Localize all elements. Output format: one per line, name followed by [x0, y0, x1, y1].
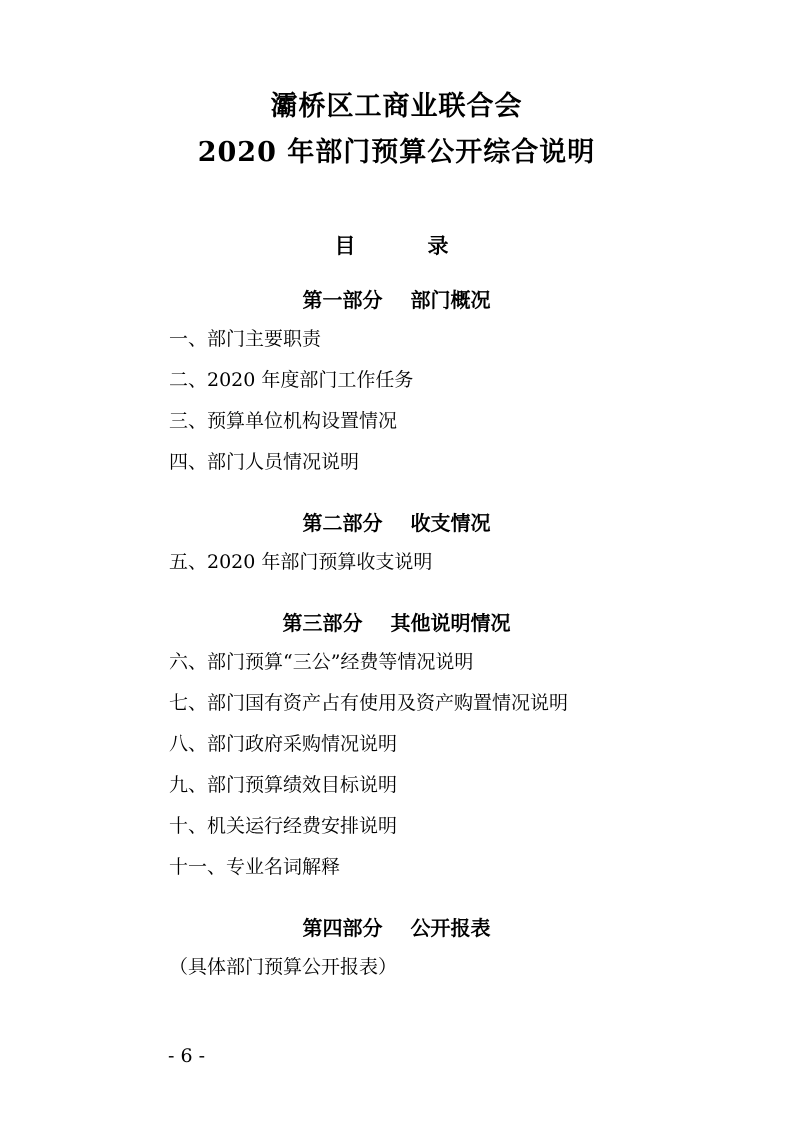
part-label-3: 第三部分: [282, 611, 363, 635]
page-number: - 6 -: [167, 1045, 205, 1067]
toc-item: 八、部门政府采购情况说明: [169, 733, 398, 755]
toc-item: 三、预算单位机构设置情况: [169, 410, 398, 432]
part-name-1: 部门概况: [410, 288, 491, 312]
toc-item: 十、机关运行经费安排说明: [169, 815, 398, 837]
toc-item: 七、部门国有资产占有使用及资产购置情况说明: [169, 692, 569, 714]
part-label-4: 第四部分: [302, 916, 383, 940]
toc-item: 五、2020 年部门预算收支说明: [169, 551, 433, 573]
toc-heading: 目 录: [334, 233, 459, 258]
page-title: [95, 0, 698, 176]
part-label-1: 第一部分: [302, 288, 383, 312]
title-line-2: 2020 年部门预算公开综合说明: [197, 137, 596, 168]
toc-note: （具体部门预算公开报表）: [169, 956, 398, 978]
part-heading-1: [95, 284, 698, 313]
toc-item: 一、部门主要职责: [169, 328, 322, 350]
toc-item: 四、部门人员情况说明: [169, 451, 360, 473]
toc-item: 十一、专业名词解释: [169, 856, 341, 878]
toc-item: 六、部门预算“三公”经费等情况说明: [169, 651, 474, 673]
part-heading-4: [95, 912, 698, 941]
part-name-2: 收支情况: [410, 511, 491, 535]
part-name-4: 公开报表: [410, 916, 491, 940]
toc-item: 九、部门预算绩效目标说明: [169, 774, 398, 796]
toc-item: 二、2020 年度部门工作任务: [169, 369, 414, 391]
title-line-1: 灞桥区工商业联合会: [270, 91, 523, 122]
part-heading-2: [95, 507, 698, 536]
part-label-2: 第二部分: [302, 511, 383, 535]
part-heading-3: [95, 607, 698, 636]
part-name-3: 其他说明情况: [390, 611, 511, 635]
